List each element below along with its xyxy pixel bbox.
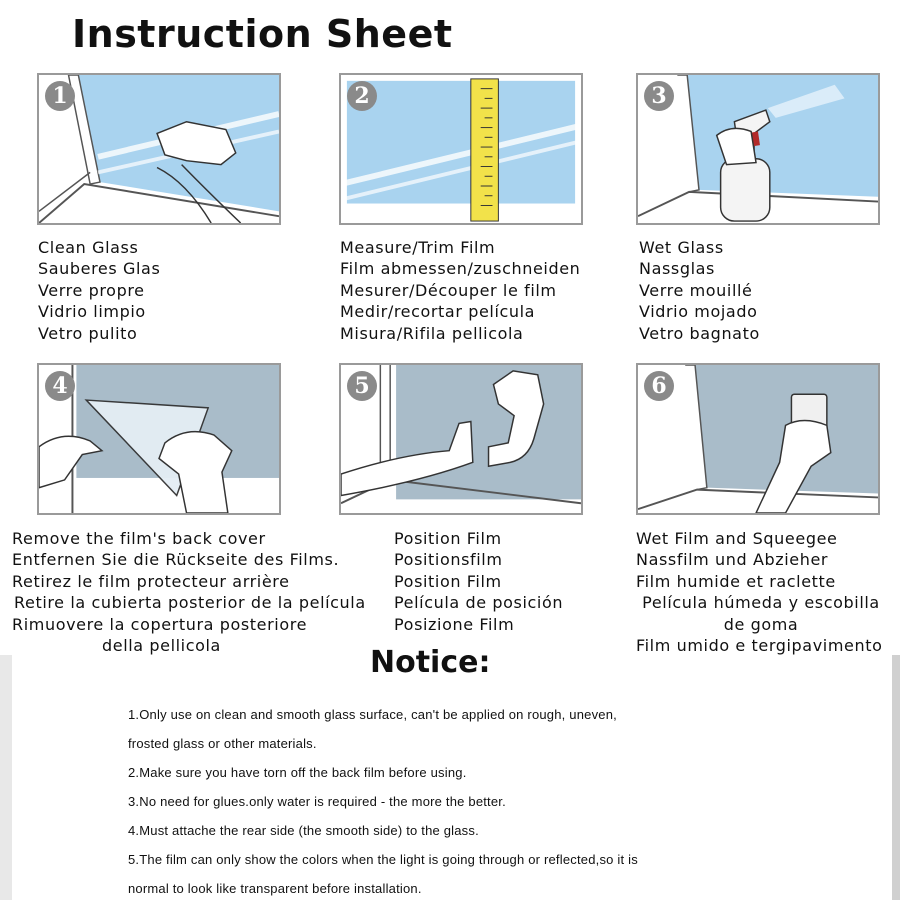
- page-title: Instruction Sheet: [72, 12, 453, 56]
- clean-glass-illustration: [39, 75, 279, 223]
- step-4-caption: Remove the film's back cover Entfernen Sie die Rückseite des Films. Retirez le film protecteur arrière Retire la cubierta posterior de la película Rimuovere la copertura posteriore della pellicola: [12, 529, 366, 656]
- step-1-panel: [37, 73, 281, 225]
- step-2-panel: [339, 73, 583, 225]
- position-film-illustration: [341, 365, 581, 513]
- notice-line: 1.Only use on clean and smooth glass surface, can't be applied on rough, uneven,: [128, 707, 617, 722]
- step-3-caption: Wet Glass Nassglas Verre mouillé Vidrio mojado Vetro bagnato: [639, 238, 760, 343]
- squeegee-illustration: [638, 365, 878, 513]
- step-number-badge: 2: [347, 81, 377, 111]
- step-5-caption: Position Film Positionsfilm Position Film Película de posición Posizione Film: [394, 529, 564, 634]
- step-number-badge: 5: [347, 371, 377, 401]
- step-number-badge: 3: [644, 81, 674, 111]
- notice-line: normal to look like transparent before installation.: [128, 881, 422, 896]
- spray-glass-illustration: [638, 75, 878, 223]
- step-1-caption: Clean Glass Sauberes Glas Verre propre Vidrio limpio Vetro pulito: [38, 238, 161, 343]
- step-number-badge: 6: [644, 371, 674, 401]
- left-edge-shade: [0, 655, 12, 900]
- notice-line: 2.Make sure you have torn off the back film before using.: [128, 765, 467, 780]
- step-4-panel: [37, 363, 281, 515]
- step-6-panel: [636, 363, 880, 515]
- notice-line: 3.No need for glues.only water is required - the more the better.: [128, 794, 506, 809]
- notice-title: Notice:: [370, 645, 491, 680]
- peel-back-cover-illustration: [39, 365, 279, 513]
- step-6-caption: Wet Film and Squeegee Nassfilm und Abzieher Film humide et raclette Película húmeda y escobilla de goma Film umido e tergipavimento: [636, 529, 883, 656]
- notice-line: 5.The film can only show the colors when the light is going through or reflected,so it is: [128, 852, 638, 867]
- right-edge-shade: [892, 655, 900, 900]
- notice-line: 4.Must attache the rear side (the smooth side) to the glass.: [128, 823, 479, 838]
- measure-film-illustration: [341, 75, 581, 223]
- step-5-panel: [339, 363, 583, 515]
- notice-list: [128, 700, 638, 903]
- step-3-panel: [636, 73, 880, 225]
- step-number-badge: 4: [45, 371, 75, 401]
- step-number-badge: 1: [45, 81, 75, 111]
- step-2-caption: Measure/Trim Film Film abmessen/zuschneiden Mesurer/Découper le film Medir/recortar película Misura/Rifila pellicola: [340, 238, 581, 343]
- notice-line: frosted glass or other materials.: [128, 736, 317, 751]
